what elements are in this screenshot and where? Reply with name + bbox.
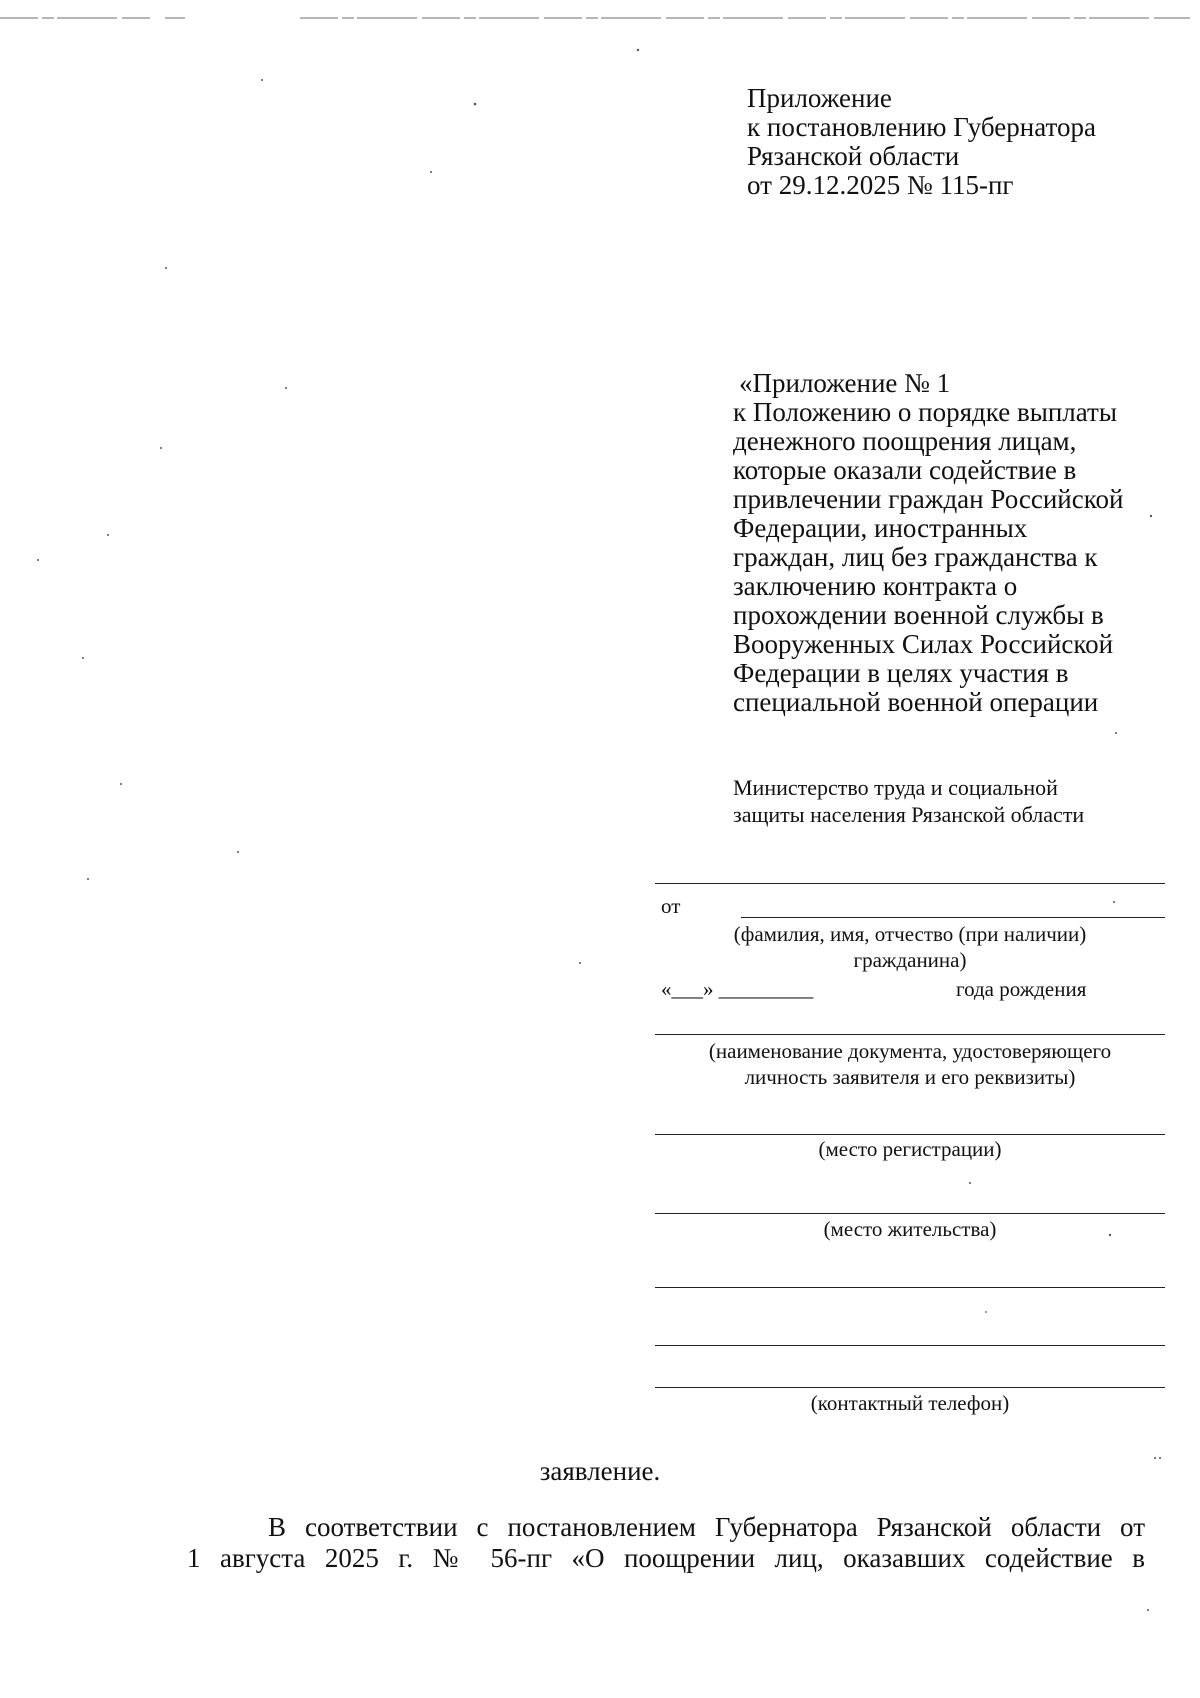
recipient-block	[733, 774, 1084, 828]
birth-date-blank: «___» _________	[661, 977, 814, 1001]
appendix1-line: заключению контракта о	[733, 571, 1018, 601]
registration-blank-line	[655, 1134, 1165, 1135]
appendix1-line: Федерации, иностранных	[733, 513, 1028, 543]
appendix1-line: привлечении граждан Российской	[733, 484, 1124, 514]
from-label: от	[661, 894, 681, 918]
residence-hint: (место жительства)	[823, 1217, 997, 1241]
recipient-line: защиты населения Рязанской области	[733, 802, 1085, 827]
appendix-line: Приложение	[747, 83, 892, 113]
recipient-line: Министерство труда и социальной	[733, 775, 1058, 800]
appendix1-block	[733, 369, 1123, 717]
appendix1-line: Федерации в целях участия в	[733, 658, 1069, 688]
registration-hint: (место регистрации)	[818, 1137, 1002, 1161]
phone-hint: (контактный телефон)	[810, 1391, 1010, 1415]
statement-line: В соответствии с постановлением Губернатора Рязанской области от	[268, 1512, 1145, 1542]
phone-blank-line	[655, 1387, 1165, 1388]
appendix1-line: к Положению о порядке выплаты	[733, 397, 1117, 427]
appendix1-line: граждан, лиц без гражданства к	[733, 542, 1098, 572]
extra-blank-line	[655, 1345, 1165, 1346]
statement-title: заявление.	[539, 1456, 661, 1486]
extra-blank-line	[655, 1287, 1165, 1288]
appendix1-line: прохождении военной службы в	[733, 600, 1104, 630]
appendix1-line: «Приложение № 1	[739, 368, 951, 398]
appendix1-line: денежного поощрения лицам,	[733, 426, 1077, 456]
statement-line: 1 августа 2025 г. № 56-пг «О поощрении лиц, оказавших содействие в	[187, 1543, 1145, 1573]
scan-edge-artifact	[0, 14, 1200, 22]
appendix1-line: Вооруженных Силах Российской	[733, 629, 1114, 659]
blank-line-top	[655, 883, 1165, 884]
appendix1-line: специальной военной операции	[733, 687, 1099, 717]
appendix-line: к постановлению Губернатора	[747, 112, 1096, 142]
fio-blank-line	[741, 917, 1165, 918]
fio-hint-cont: гражданина)	[853, 948, 967, 972]
residence-blank-line	[655, 1213, 1165, 1214]
appendix-header	[747, 84, 1096, 200]
appendix-line: Рязанской области	[747, 141, 960, 171]
document-hint-cont: личность заявителя и его реквизиты)	[744, 1065, 1076, 1089]
birth-year-label: года рождения	[956, 977, 1087, 1001]
document-hint: (наименование документа, удостоверяющего	[708, 1039, 1112, 1063]
fio-hint: (фамилия, имя, отчество (при наличии)	[733, 922, 1087, 946]
document-blank-line	[655, 1034, 1165, 1035]
appendix1-line: которые оказали содействие в	[733, 455, 1077, 485]
statement-body	[187, 1512, 1145, 1574]
appendix-line: от 29.12.2025 № 115-пг	[747, 170, 1014, 200]
